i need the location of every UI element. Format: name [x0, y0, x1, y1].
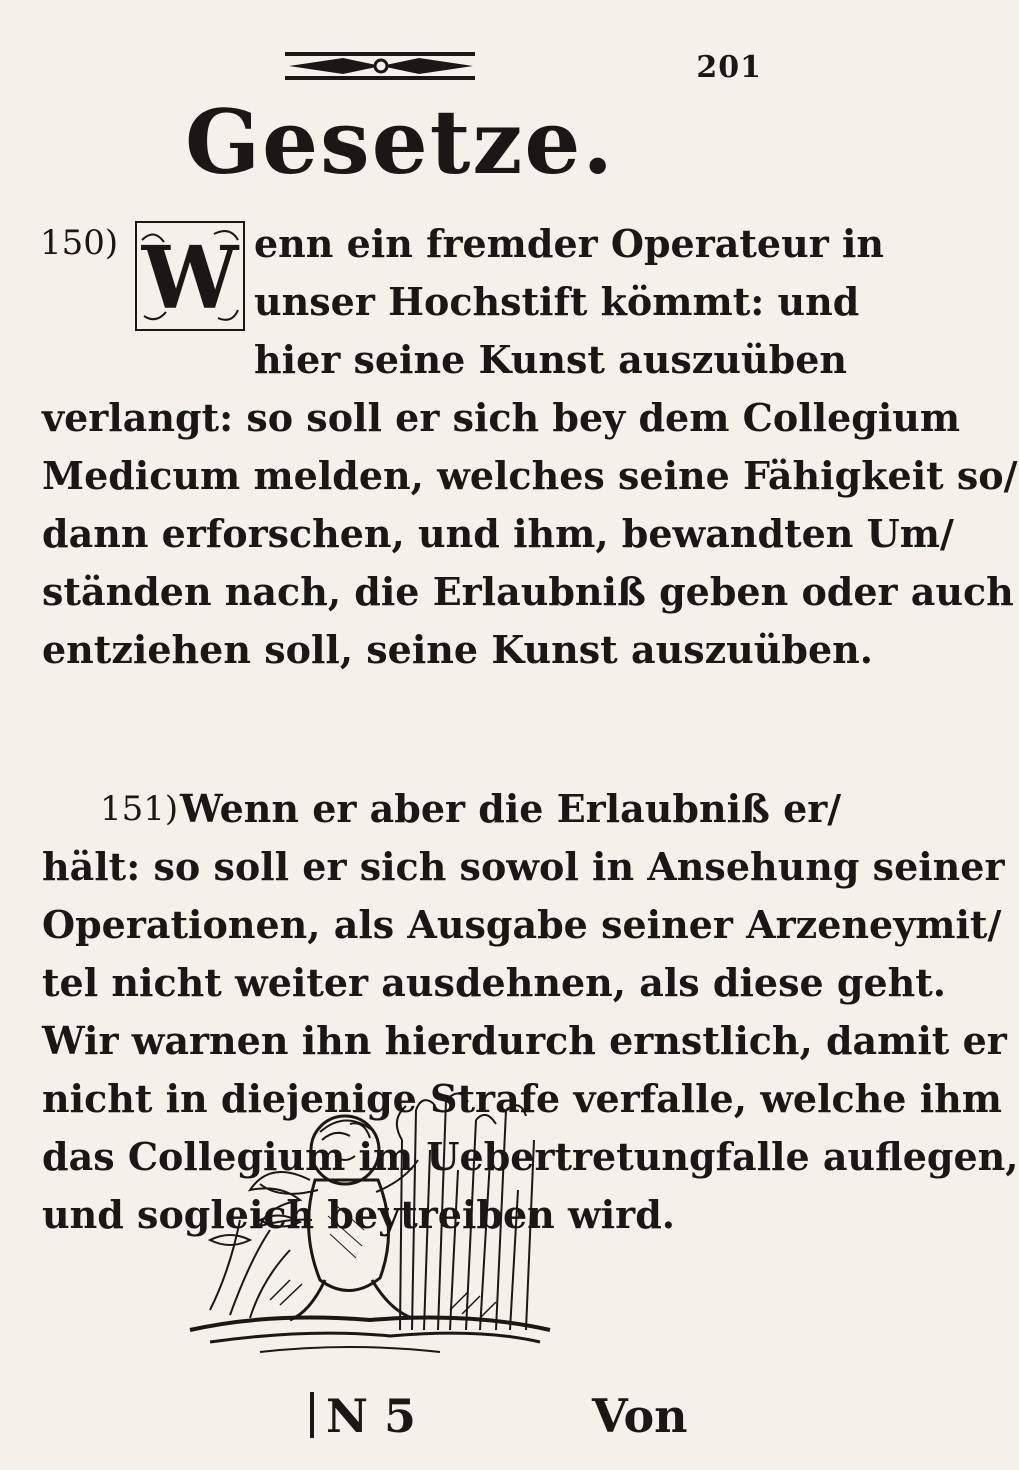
decorated-initial — [134, 220, 246, 332]
text-line: dann erforschen, und ihm, bewandten Um/ — [42, 511, 954, 556]
section-number-150: 150) — [40, 223, 119, 263]
section-number-151: 151) — [100, 789, 179, 829]
text-line: nicht in diejenige Strafe verfalle, welche ihm — [42, 1076, 1002, 1121]
section-150-indented-text — [254, 215, 884, 389]
page-title: Gesetze. — [185, 90, 615, 194]
text-line: hier seine Kunst auszuüben — [254, 337, 848, 382]
page-number: 201 — [696, 50, 762, 85]
text-line: ständen nach, die Erlaubniß geben oder auch — [42, 569, 1014, 614]
text-line: Medicum melden, welches seine Fähigkeit so/ — [42, 453, 1018, 498]
svg-text:W: W — [141, 228, 239, 329]
text-line: verlangt: so soll er sich bey dem Collegium — [42, 395, 961, 440]
text-line: Wir warnen ihn hierdurch ernstlich, damit er — [42, 1018, 1007, 1063]
text-line: unser Hochstift kömmt: und — [254, 279, 860, 324]
text-line: tel nicht weiter ausdehnen, als diese geht. — [42, 960, 947, 1005]
header-ornament — [283, 48, 479, 84]
text-line: hält: so soll er sich sowol in Ansehung seiner — [42, 844, 1005, 889]
signature-mark: N 5 — [310, 1386, 416, 1446]
catchword: Von — [592, 1389, 688, 1443]
section-151-first-line — [180, 780, 841, 838]
text-line: enn ein fremder Operateur in — [254, 221, 885, 266]
text-line: und sogleich beytreiben wird. — [42, 1192, 675, 1237]
section-150-text — [42, 389, 1018, 679]
putto-vignette-illustration — [150, 1080, 590, 1380]
text-line: entziehen soll, seine Kunst auszuüben. — [42, 627, 874, 672]
text-line: Wenn er aber die Erlaubniß er/ — [180, 786, 842, 831]
text-line: Operationen, als Ausgabe seiner Arzeneymit/ — [42, 902, 1002, 947]
text-line: das Collegium im Uebertretungfalle auflegen, — [42, 1134, 1019, 1179]
